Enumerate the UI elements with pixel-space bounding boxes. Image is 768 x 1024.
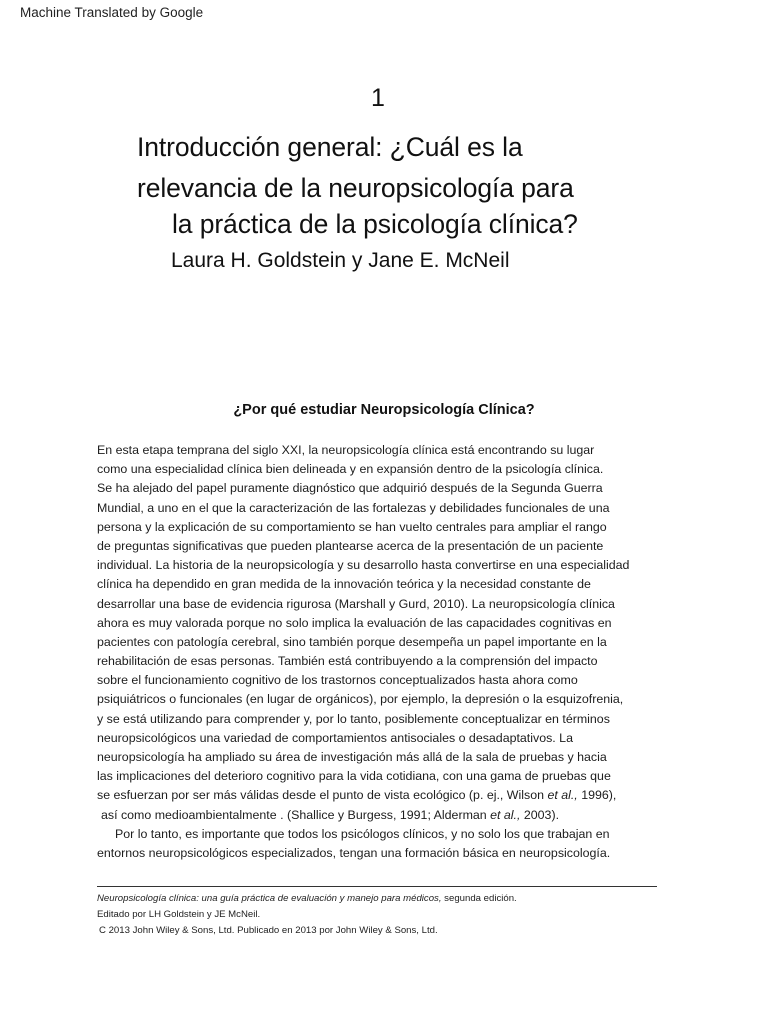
body-line: neuropsicología ha ampliado su área de investigación más allá de la sala de pruebas y hacia xyxy=(97,750,607,764)
citation-year: 2003). xyxy=(520,807,560,822)
body-line: como una especialidad clínica bien delineada y en expansión dentro de la psicología clínica. xyxy=(97,462,604,477)
citation-year: 1996), xyxy=(577,788,617,803)
footnote-divider xyxy=(97,886,657,887)
chapter-number: 1 xyxy=(371,84,385,112)
chapter-title-line-2: relevancia de la neuropsicología para xyxy=(137,173,574,203)
chapter-title-line-1: Introducción general: ¿Cuál es la xyxy=(137,132,523,162)
citation-text: así como medioambientalmente . (Shallice y Burgess, 1991; Alderman xyxy=(101,807,491,822)
body-line: rehabilitación de esas personas. También está contribuyendo a la comprensión del impacto xyxy=(97,654,598,669)
body-line: psiquiátricos o funcionales (en lugar de orgánicos), por ejemplo, la depresión o la esquizofrenia, xyxy=(97,692,624,707)
body-line: desarrollar una base de evidencia rigurosa (Marshall y Gurd, 2010). La neuropsicología clínica xyxy=(97,596,615,611)
body-line: y se está utilizando para comprender y, por lo tanto, posiblemente conceptualizar en términos xyxy=(97,711,610,726)
footnote-editors: Editado por LH Goldstein y JE McNeil. xyxy=(97,909,261,920)
body-text xyxy=(97,441,629,863)
body-line: Mundial, a uno en el que la caracterización de las fortalezas y debilidades funcionales de una xyxy=(97,500,610,515)
body-line: sobre el funcionamiento cognitivo de los trastornos conceptualizados hasta ahora como xyxy=(97,673,578,688)
body-line: Por lo tanto, es importante que todos los psicólogos clínicos, y no solo los que trabajan en xyxy=(115,826,610,841)
body-line: persona y la explicación de su comportamiento se han vuelto centrales para ampliar el rango xyxy=(97,519,607,534)
footnote-block xyxy=(97,891,517,939)
body-line: las implicaciones del deterioro cognitivo para la vida cotidiana, con una gama de pruebas que xyxy=(97,769,611,784)
body-line-citation xyxy=(97,786,629,805)
section-heading: ¿Por qué estudiar Neuropsicología Clínica? xyxy=(233,402,535,418)
body-line: de preguntas significativas que pueden plantearse acerca de la presentación de un paciente xyxy=(97,538,604,553)
body-line: neuropsicológicos una variedad de comportamientos antisociales o desadaptativos. La xyxy=(97,730,573,745)
body-line: individual. La historia de la neuropsicología y su desarrollo hasta convertirse en una especialidad xyxy=(97,558,630,573)
citation-etal: et al., xyxy=(490,807,521,822)
body-line: pacientes con patología cerebral, sino también porque desempeña un papel importante en la xyxy=(97,634,607,649)
body-line: ahora es muy valorada porque no solo implica la evaluación de las capacidades cognitivas en xyxy=(97,615,612,630)
body-line: En esta etapa temprana del siglo XXI, la neuropsicología clínica está encontrando su lugar xyxy=(97,443,595,457)
machine-translated-label: Machine Translated by Google xyxy=(20,5,204,20)
citation-etal: et al., xyxy=(547,788,578,803)
body-line: entornos neuropsicológicos especializados, tengan una formación básica en neuropsicología. xyxy=(97,845,611,860)
footnote-edition: segunda edición. xyxy=(441,893,517,904)
chapter-authors: Laura H. Goldstein y Jane E. McNeil xyxy=(171,249,510,272)
body-line-citation xyxy=(97,806,629,825)
chapter-title-line-3: la práctica de la psicología clínica? xyxy=(172,209,578,239)
citation-text: se esfuerzan por ser más válidas desde el punto de vista ecológico (p. ej., Wilson xyxy=(97,788,548,803)
body-line: clínica ha dependido en gran medida de la innovación teórica y la necesidad constante de xyxy=(97,577,591,592)
footnote-book-line xyxy=(97,891,517,907)
body-line: Se ha alejado del papel puramente diagnóstico que adquirió después de la Segunda Guerra xyxy=(97,481,603,496)
footnote-copyright: C 2013 John Wiley & Sons, Ltd. Publicado en 2013 por John Wiley & Sons, Ltd. xyxy=(99,925,438,936)
footnote-book-title: Neuropsicología clínica: una guía práctica de evaluación y manejo para médicos, xyxy=(97,893,442,904)
